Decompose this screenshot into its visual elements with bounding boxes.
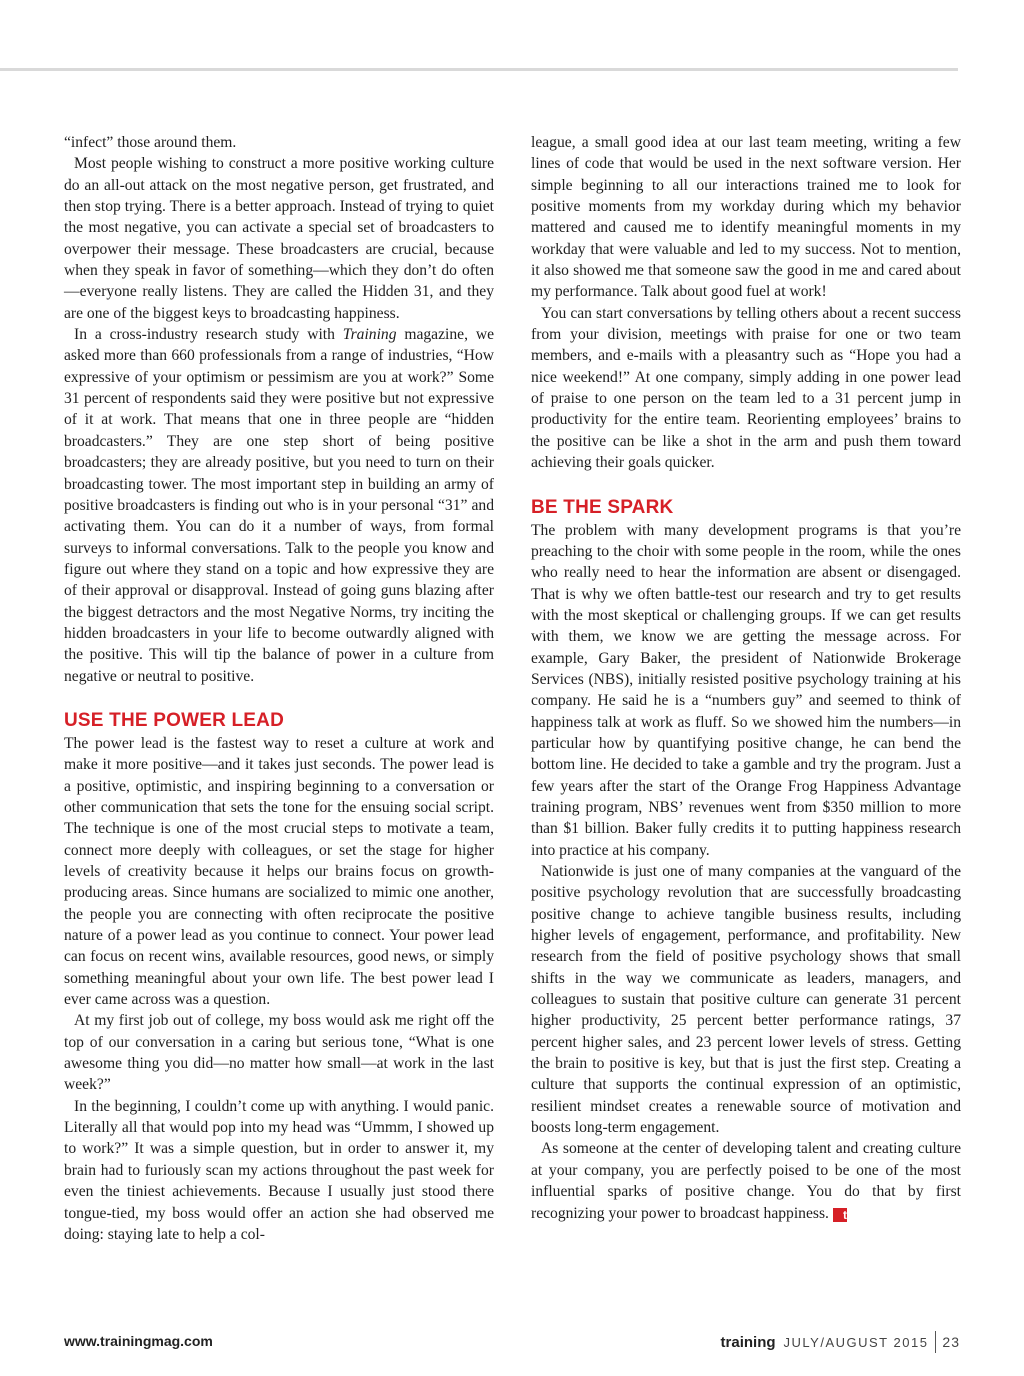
paragraph: The power lead is the fastest way to reset a culture at work and make it more positive—and it takes just seconds. The power lead is a positive, optimistic, and inspiring beginning to a conversation or other communication that sets the tone for the ensuing social script. The technique is one of the most crucial steps to motivate a team, connect more deeply with colleagues, or set the stage for higher levels of creativity because it helps our brains focus on growth-producing areas. Since humans are socialized to mimic one another, the people you are connecting with often reciprocate the positive nature of a power lead as you continue to connect. Your power lead can focus on recent wins, available resources, good news, or simply something meaningful about your own life. The best power lead I ever came across was a question.: [64, 734, 494, 1009]
paragraph: league, a small good idea at our last team meeting, writing a few lines of code that would be used in the next software version. Her simple beginning to all our interactions trained me to look for positive moments from my workday during which my behavior mattered and caused me to identify meaningful moments in my workday that were valuable and led to my success. Not to mention, it also showed me that someone saw the good in me and cared about my performance. Talk about good fuel at work!: [531, 134, 961, 301]
page-number: 23: [942, 1334, 960, 1350]
footer-url: www.trainingmag.com: [64, 1333, 213, 1349]
footer-divider: [935, 1331, 936, 1353]
paragraph: Most people wishing to construct a more positive working culture do an all-out attack on the most negative person, get frustrated, and then stop trying. There is a better approach. Instead of trying to quiet the most negative, you can activate a special set of broadcasters to overpower their message. These broadcasters are crucial, because when they speak in favor of something—which they don’t do often—everyone really listens. They are called the Hidden 31, and they are one of the biggest keys to broadcasting happiness.: [64, 155, 494, 322]
footer-magazine-name: training: [720, 1333, 776, 1351]
footer-issue-date: JULY/AUGUST 2015: [783, 1334, 929, 1350]
section-heading-be-the-spark: BE THE SPARK: [531, 496, 674, 518]
page-footer: [0, 1331, 1024, 1355]
footer-folio: [721, 1331, 960, 1353]
magazine-name-italic: Training: [342, 326, 397, 344]
text-run: As someone at the center of developing talent and creating culture at your company, you are perfectly poised to be one of the most influential sparks of positive change. You do that by first recognizing your power to broadcast happiness.: [531, 1140, 961, 1222]
paragraph: At my first job out of college, my boss would ask me right off the top of our conversation in a caring but serious tone, “What is one awesome thing you did—no matter how small—at work in the last week?”: [64, 1012, 494, 1094]
left-column: [64, 132, 494, 1245]
paragraph: In the beginning, I couldn’t come up with anything. I would panic. Literally all that would pop into my head was “Ummm, I showed up to work?” It was a simple question, but in order to answer it, my brain had to furiously scan my actions throughout the past week for even the tiniest achievements. Because I usually just stood there tongue-tied, my boss would offer an action she had observed me doing: staying late to help a col-: [64, 1097, 494, 1243]
paragraph: Nationwide is just one of many companies at the vanguard of the positive psychology revolution that are successfully broadcasting positive change to achieve tangible business results, including higher levels of engagement, performance, and profitability. New research from the field of positive psychology shows that small shifts in the way we communicate as leaders, managers, and colleagues to sustain that positive culture can generate 31 percent higher productivity, 25 percent better performance ratings, 37 percent higher sales, and 23 percent lower levels of stress. Getting the brain to positive is key, but that is just the first step. Creating a culture that supports the continual expression of an optimistic, resilient mindset creates a renewable source of motivation and boosts long-term engagement.: [531, 863, 961, 1137]
end-of-article-icon: t: [833, 1208, 847, 1222]
right-column: [531, 132, 961, 1224]
paragraph: “infect” those around them.: [64, 134, 237, 151]
paragraph: You can start conversations by telling others about a recent success from your division, meetings with praise for one or two team members, and e-mails with a pleasantry such as “Hope you had a nice weekend!” At one company, simply adding in one power lead of praise to one person on the team led to a 31 percent jump in productivity for the entire team. Reorienting employees’ brains to the positive can be like a shot in the arm and push them toward achieving their goals quicker.: [531, 304, 961, 472]
paragraph: [531, 1138, 961, 1223]
paragraph: [64, 324, 494, 687]
section-heading-power-lead: USE THE POWER LEAD: [64, 709, 285, 731]
text-run: In a cross-industry research study with: [74, 326, 343, 344]
header-rule: [0, 68, 958, 71]
paragraph: The problem with many development programs is that you’re preaching to the choir with some people in the room, while the ones who really need to hear the information are absent or disengaged. That is why we often battle-test our research and try to get results with the most skeptical or challenging groups. If we can get results with them, we know we are getting the message across. For example, Gary Baker, the president of Nationwide Brokerage Services (NBS), initially resisted positive psychology training at his company. He said he is a “numbers guy” and seemed to think of happiness talk at work as fluff. So we showed him the numbers—in particular how by quantifying positive change, he can bend the bottom line. He decided to take a gamble and try the program. Just a few years after the start of the Orange Frog Happiness Advantage training program, NBS’ revenues went from $350 million to more than $1 billion. Baker fully credits it to putting happiness research into practice at his company.: [531, 521, 961, 859]
text-run: magazine, we asked more than 660 professionals from a range of industries, “How expressive of your optimism or pessimism are you at work?” Some 31 percent of respondents said they were positive but not expressive of it at work. That means that one in three people are “hidden broadcasters.” They are one step short of being positive broadcasters; they are already positive, but you need to turn on their broadcasting tower. The most important step in building an army of positive broadcasters is finding out who is in your personal “31” and activating them. You can do it a number of ways, from formal surveys to informal conversations. Talk to the people you know and figure out where they stand on a topic and how expressive they are of their approval or disapproval. Instead of going guns blazing after the biggest detractors and the most Negative Norms, try inciting the hidden broadcasters in your life to become outwardly aligned with the positive. This will tip the balance of power in a culture from negative or neutral to positive.: [64, 326, 495, 685]
